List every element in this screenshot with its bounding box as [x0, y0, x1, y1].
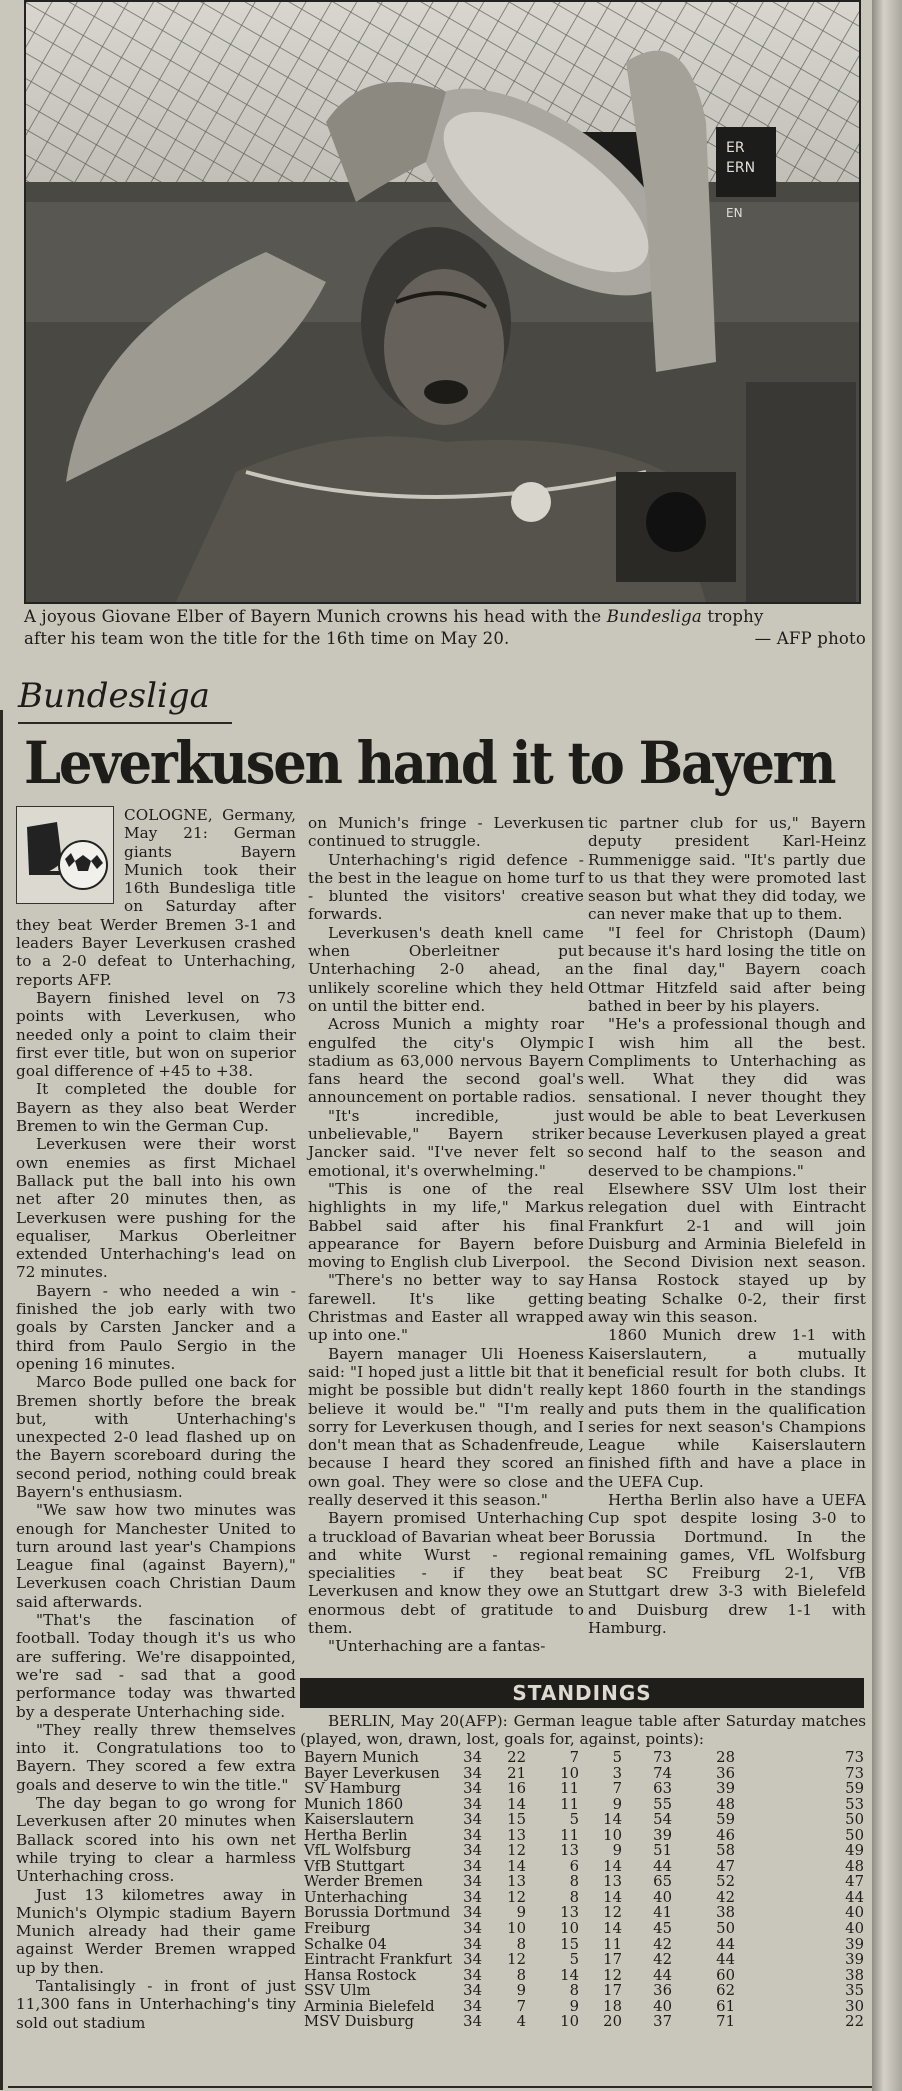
article-paragraph: Just 13 kilometres away in Munich's Olympic stadium Bayern Munich already had their game against Werder Bremen wrapped up by then.: [16, 1885, 296, 1977]
standings-table: [304, 1750, 864, 2030]
standings-team: Hertha Berlin: [304, 1826, 408, 1844]
standings-team: Munich 1860: [304, 1795, 404, 1813]
caption-text-post: trophy: [701, 607, 764, 626]
standings-lost: 5: [612, 1749, 622, 1766]
standings-drawn: 10: [560, 1920, 579, 1938]
standings-goals-for: 40: [653, 1888, 672, 1906]
standings-played: 34: [463, 1811, 482, 1829]
standings-points: 44: [845, 1888, 864, 1906]
standings-goals-for: 51: [653, 1842, 672, 1860]
standings-drawn: 10: [560, 1764, 579, 1782]
article-paragraph: "He's a professional though and I wish him all the best. Compliments to Unterhaching as well. What they did was sensational. I never thought they would be able to beat Leverkusen because Leverkusen played a great second half to the season and deserved to be champions.": [588, 1015, 866, 1180]
article-paragraph: "There's no better way to say farewell. It's like getting Christmas and Easter all wrapped up into one.": [308, 1271, 584, 1345]
standings-drawn: 11: [560, 1826, 579, 1844]
standings-played: 34: [463, 1764, 482, 1782]
article-paragraph: Marco Bode pulled one back for Bremen shortly before the break but, with Unterhaching's unexpected 2-0 lead flashed up on the Bayern scoreboard during the second period, nothing could break Bayern's enthusiasm.: [16, 1373, 296, 1501]
standings-points: 47: [845, 1873, 864, 1891]
standings-lost: 17: [603, 1951, 622, 1969]
standings-goals-against: 60: [716, 1966, 735, 1984]
standings-drawn: 8: [569, 1888, 579, 1906]
news-photo: [24, 0, 861, 604]
article-paragraph: "We saw how two minutes was enough for Manchester United to turn around last year's Champions League final (against Bayern)," Leverkusen coach Christian Daum said afterwards.: [16, 1501, 296, 1611]
section-kicker: Bundesliga: [18, 676, 210, 716]
standings-drawn: 13: [560, 1904, 579, 1922]
table-row: [304, 1905, 864, 1921]
standings-points: 22: [845, 2013, 864, 2031]
standings-lost: 14: [603, 1888, 622, 1906]
article-paragraph: "It's incredible, just unbelievable," Bayern striker Jancker said. "I've never felt so emotional, it's overwhelming.": [308, 1106, 584, 1180]
standings-points: 48: [845, 1857, 864, 1875]
standings-won: 9: [516, 1904, 526, 1922]
standings-points: 40: [845, 1904, 864, 1922]
standings-goals-for: 63: [653, 1780, 672, 1798]
standings-drawn: 7: [569, 1749, 579, 1766]
standings-played: 34: [463, 1920, 482, 1938]
standings-goals-for: 44: [653, 1857, 672, 1875]
standings-goals-for: 37: [653, 2013, 672, 2031]
standings-won: 21: [507, 1764, 526, 1782]
standings-lost: 18: [603, 1997, 622, 2015]
standings-played: 34: [463, 1826, 482, 1844]
standings-lost: 12: [603, 1904, 622, 1922]
table-row: [304, 1797, 864, 1813]
standings-played: 34: [463, 1857, 482, 1875]
article-paragraph: Leverkusen were their worst own enemies as first Michael Ballack put the ball into his own net after 20 minutes then, as Leverkusen were pushing for the equaliser, Markus Oberleitner extended Unterhaching's lead on 72 minutes.: [16, 1135, 296, 1282]
standings-team: MSV Duisburg: [304, 2013, 414, 2031]
standings-lost: 11: [603, 1935, 622, 1953]
standings-drawn: 6: [569, 1857, 579, 1875]
table-row: [304, 1999, 864, 2015]
standings-drawn: 15: [560, 1935, 579, 1953]
article-paragraph: "Unterhaching are a fantas-: [328, 1637, 546, 1656]
standings-lost: 13: [603, 1873, 622, 1891]
standings-goals-against: 42: [716, 1888, 735, 1906]
standings-drawn: 11: [560, 1780, 579, 1798]
standings-goals-against: 61: [716, 1997, 735, 2015]
standings-drawn: 5: [569, 1811, 579, 1829]
table-row: [304, 1812, 864, 1828]
article-paragraph: Bayern finished level on 73 points with Leverkusen, who needed only a point to claim their first ever title, but won on superior goal difference of +45 to +38.: [16, 988, 296, 1081]
standings-goals-against: 47: [716, 1857, 735, 1875]
article-paragraph: tic partner club for us," Bayern deputy president Karl-Heinz Rummenigge said. "It's partly due to us that they were promoted last season but what they did today, we can never make that up to them.: [588, 814, 866, 924]
standings-won: 22: [507, 1749, 526, 1766]
article-paragraph: The day began to go wrong for Leverkusen after 20 minutes when Ballack scored into his own net while trying to clear a harmless Unterhaching cross.: [16, 1794, 296, 1886]
standings-won: 13: [507, 1873, 526, 1891]
standings-points: 53: [845, 1795, 864, 1813]
standings-lost: 3: [612, 1764, 622, 1782]
article-paragraph: It completed the double for Bayern as they also beat Werder Bremen to win the German Cup.: [16, 1080, 296, 1136]
standings-won: 7: [516, 1997, 526, 2015]
table-row: [304, 1983, 864, 1999]
table-row: [304, 1766, 864, 1782]
article-paragraph: Elsewhere SSV Ulm lost their relegation duel with Eintracht Frankfurt 2-1 and will join Duisburg and Arminia Bielefeld in the Second Division next season. Hansa Rostock stayed up by beating Schalke 0-2, their first away win this season.: [588, 1179, 866, 1327]
photo-credit: — AFP photo: [754, 629, 866, 648]
banner-text-2: ERN: [726, 160, 756, 176]
standings-goals-for: 42: [653, 1951, 672, 1969]
standings-drawn: 9: [569, 1997, 579, 2015]
table-row: [304, 1874, 864, 1890]
banner-text-1: ER: [726, 140, 745, 156]
standings-team: Hansa Rostock: [304, 1966, 417, 1984]
standings-goals-for: 54: [653, 1811, 672, 1829]
standings-points: 73: [845, 1764, 864, 1782]
standings-goals-against: 39: [716, 1780, 735, 1798]
standings-points: 30: [845, 1997, 864, 2015]
page-edge-shadow: [872, 0, 902, 2091]
kicker-underline: [18, 722, 232, 724]
headline: Leverkusen hand it to Bayern: [24, 729, 835, 797]
standings-won: 12: [507, 1842, 526, 1860]
article-paragraph: Across Munich a mighty roar engulfed the city's Olympic stadium as 63,000 nervous Bayern fans heard the second goal's announcement on portable radios.: [308, 1015, 584, 1107]
standings-goals-against: 44: [716, 1935, 735, 1953]
standings-won: 14: [507, 1857, 526, 1875]
table-row: [304, 1781, 864, 1797]
table-row: [304, 1750, 864, 1766]
caption-line-2: after his team won the title for the 16th time on May 20.: [24, 629, 510, 648]
standings-points: 49: [845, 1842, 864, 1860]
standings-lost: 12: [603, 1966, 622, 1984]
standings-team: VfB Stuttgart: [304, 1857, 405, 1875]
standings-drawn: 13: [560, 1842, 579, 1860]
article-paragraph: Hertha Berlin also have a UEFA Cup spot despite losing 3-0 to Borussia Dortmund. In the remaining games, VfL Wolfsburg beat SC Freiburg 2-1, VfB Stuttgart drew 3-3 with Bielefeld and Duisburg drew 1-1 with Hamburg.: [588, 1490, 866, 1638]
standings-won: 9: [516, 1982, 526, 2000]
standings-points: 35: [845, 1982, 864, 2000]
article-paragraph: Tantalisingly - in front of just 11,300 fans in Unterhaching's tiny sold out stadium: [16, 1977, 296, 2032]
standings-won: 14: [507, 1795, 526, 1813]
article-paragraph: "I feel for Christoph (Daum) because it's hard losing the title on the final day," Bayern coach Ottmar Hitzfeld said after being bathed in beer by his players.: [588, 923, 866, 1015]
table-row: [304, 1952, 864, 1968]
table-row: [304, 1968, 864, 1984]
standings-played: 34: [463, 1873, 482, 1891]
standings-played: 34: [463, 1888, 482, 1906]
table-row: [304, 1937, 864, 1953]
article-column-1: [16, 806, 296, 2032]
photo-trophy-celebration-icon: [26, 2, 859, 602]
article-paragraph: "This is one of the real highlights in my life," Markus Babbel said after his final appearance for Bayern before moving to English club Liverpool.: [308, 1179, 584, 1272]
standings-team: SSV Ulm: [304, 1982, 371, 2000]
caption-italic-term: Bundesliga: [606, 607, 702, 626]
standings-won: 10: [507, 1920, 526, 1938]
standings-won: 13: [507, 1826, 526, 1844]
standings-goals-for: 55: [653, 1795, 672, 1813]
standings-lost: 17: [603, 1982, 622, 2000]
standings-points: 73: [845, 1749, 864, 1766]
standings-drawn: 11: [560, 1795, 579, 1813]
article-paragraph: "That's the fascination of football. Today though it's us who are suffering. We're disappointed, we're sad - sad that a good performance today was thwarted by a desperate Unterhaching side.: [16, 1611, 296, 1721]
table-row: [304, 2014, 864, 2030]
standings-goals-against: 36: [716, 1764, 735, 1782]
standings-won: 12: [507, 1951, 526, 1969]
standings-points: 59: [845, 1780, 864, 1798]
standings-drawn: 8: [569, 1982, 579, 2000]
standings-won: 8: [516, 1935, 526, 1953]
standings-played: 34: [463, 1951, 482, 1969]
standings-played: 34: [463, 1982, 482, 2000]
article-paragraph: Leverkusen's death knell came when Oberleitner put Unterhaching 2-0 ahead, an unlikely scoreline which they held on until the bitter end.: [308, 923, 584, 1015]
standings-won: 12: [507, 1888, 526, 1906]
left-column-rule: [0, 710, 3, 2090]
standings-team: VfL Wolfsburg: [304, 1842, 412, 1860]
standings-played: 34: [463, 2013, 482, 2031]
standings-goals-for: 45: [653, 1920, 672, 1938]
standings-won: 8: [516, 1966, 526, 1984]
standings-points: 38: [845, 1966, 864, 1984]
standings-goals-against: 71: [716, 2013, 735, 2031]
banner-text-4: EN: [726, 206, 743, 220]
standings-team: Borussia Dortmund: [304, 1904, 451, 1922]
standings-lost: 20: [603, 2013, 622, 2031]
standings-points: 40: [845, 1920, 864, 1938]
standings-goals-against: 50: [716, 1920, 735, 1938]
standings-points: 50: [845, 1826, 864, 1844]
standings-team: Eintracht Frankfurt: [304, 1951, 453, 1969]
standings-won: 15: [507, 1811, 526, 1829]
standings-lost: 9: [612, 1795, 622, 1813]
standings-team: Werder Bremen: [304, 1873, 423, 1891]
standings-played: 34: [463, 1795, 482, 1813]
standings-goals-for: 74: [653, 1764, 672, 1782]
table-row: [304, 1921, 864, 1937]
article-column-2: [308, 814, 584, 1656]
standings-drawn: 10: [560, 2013, 579, 2031]
standings-goals-for: 41: [653, 1904, 672, 1922]
standings-goals-against: 28: [716, 1749, 735, 1766]
standings-team: Bayer Leverkusen: [304, 1764, 440, 1782]
article-paragraph: Unterhaching's rigid defence - the best in the league on home turf - blunted the visitors' creative forwards.: [308, 850, 584, 924]
article-paragraph: Bayern manager Uli Hoeness said: "I hoped just a little bit that it might be possible but didn't really believe it would be." "I'm really sorry for Leverkusen though, and I don't mean that as Schadenfreude, because I heard they scored an own goal. They were so close and really deserved it this season.": [308, 1344, 584, 1509]
standings-goals-against: 44: [716, 1951, 735, 1969]
article-paragraph: 1860 Munich drew 1-1 with Kaiserslautern, a mutually beneficial result for both clubs. It kept 1860 fourth in the standings and puts them in the qualification series for next season's Champions League while Kaiserslautern finished fifth and have a place in the UEFA Cup.: [588, 1326, 866, 1491]
standings-goals-against: 59: [716, 1811, 735, 1829]
standings-goals-against: 46: [716, 1826, 735, 1844]
standings-drawn: 14: [560, 1966, 579, 1984]
standings-goals-against: 48: [716, 1795, 735, 1813]
standings-points: 39: [845, 1951, 864, 1969]
standings-team: Bayern Munich: [304, 1749, 419, 1766]
standings-lost: 14: [603, 1920, 622, 1938]
standings-points: 50: [845, 1811, 864, 1829]
standings-goals-for: 42: [653, 1935, 672, 1953]
standings-goals-against: 58: [716, 1842, 735, 1860]
standings-goals-against: 62: [716, 1982, 735, 2000]
standings-won: 4: [516, 2013, 526, 2031]
table-row: [304, 1859, 864, 1875]
standings-team: Kaiserslautern: [304, 1811, 415, 1829]
article-paragraph: Bayern - who needed a win - finished the job early with two goals by Carsten Jancker and a third from Paulo Sergio in the opening 16 minutes.: [16, 1281, 296, 1373]
standings-team: SV Hamburg: [304, 1780, 401, 1798]
standings-played: 34: [463, 1997, 482, 2015]
standings-lost: 7: [612, 1780, 622, 1798]
article-paragraph: "They really threw themselves into it. Congratulations too to Bayern. They scored a few extra goals and deserve to win the title.": [16, 1720, 296, 1794]
table-row: [304, 1890, 864, 1906]
standings-team: Arminia Bielefeld: [304, 1997, 435, 2015]
standings-goals-for: 39: [653, 1826, 672, 1844]
photo-caption: [24, 606, 866, 650]
standings-lost: 14: [603, 1811, 622, 1829]
standings-title: STANDINGS: [300, 1678, 864, 1708]
page-bottom-rule: [8, 2086, 872, 2088]
article-paragraph: on Munich's fringe - Leverkusen continued to struggle.: [308, 814, 584, 851]
standings-points: 39: [845, 1935, 864, 1953]
standings-goals-for: 65: [653, 1873, 672, 1891]
standings-lost: 9: [612, 1842, 622, 1860]
article-column-3: [588, 814, 866, 1637]
standings-played: 34: [463, 1935, 482, 1953]
standings-played: 34: [463, 1966, 482, 1984]
standings-intro: BERLIN, May 20(AFP): German league table after Saturday matches (played, won, drawn, lost, goals for, against, points):: [300, 1712, 866, 1748]
standings-team: Freiburg: [304, 1920, 371, 1938]
caption-text-pre: A joyous Giovane Elber of Bayern Munich crowns his head with the: [24, 607, 607, 626]
standings-goals-against: 52: [716, 1873, 735, 1891]
standings-lost: 14: [603, 1857, 622, 1875]
standings-drawn: 8: [569, 1873, 579, 1891]
article-paragraph: COLOGNE, Germany, May 21: German giants Bayern Munich took their 16th Bundesliga title on Saturday after they beat Werder Bremen 3-1 and leaders Bayer Leverkusen crashed to a 2-0 defeat to Unterhaching, reports AFP.: [16, 806, 296, 989]
standings-team: Unterhaching: [304, 1888, 408, 1906]
standings-goals-for: 36: [653, 1982, 672, 2000]
standings-goals-for: 44: [653, 1966, 672, 1984]
standings-played: 34: [463, 1749, 482, 1766]
article-paragraph: Bayern promised Unterhaching a truckload of Bavarian wheat beer and white Wurst - regional specialities - if they beat Leverkusen and know they owe an enormous debt of gratitude to them.: [308, 1509, 584, 1638]
standings-goals-for: 40: [653, 1997, 672, 2015]
table-row: [304, 1843, 864, 1859]
standings-goals-against: 38: [716, 1904, 735, 1922]
standings-goals-for: 73: [653, 1749, 672, 1766]
standings-played: 34: [463, 1842, 482, 1860]
standings-played: 34: [463, 1904, 482, 1922]
standings-played: 34: [463, 1780, 482, 1798]
standings-drawn: 5: [569, 1951, 579, 1969]
football-boot-icon: [16, 806, 114, 904]
table-row: [304, 1828, 864, 1844]
standings-team: Schalke 04: [304, 1935, 387, 1953]
standings-won: 16: [507, 1780, 526, 1798]
standings-lost: 10: [603, 1826, 622, 1844]
